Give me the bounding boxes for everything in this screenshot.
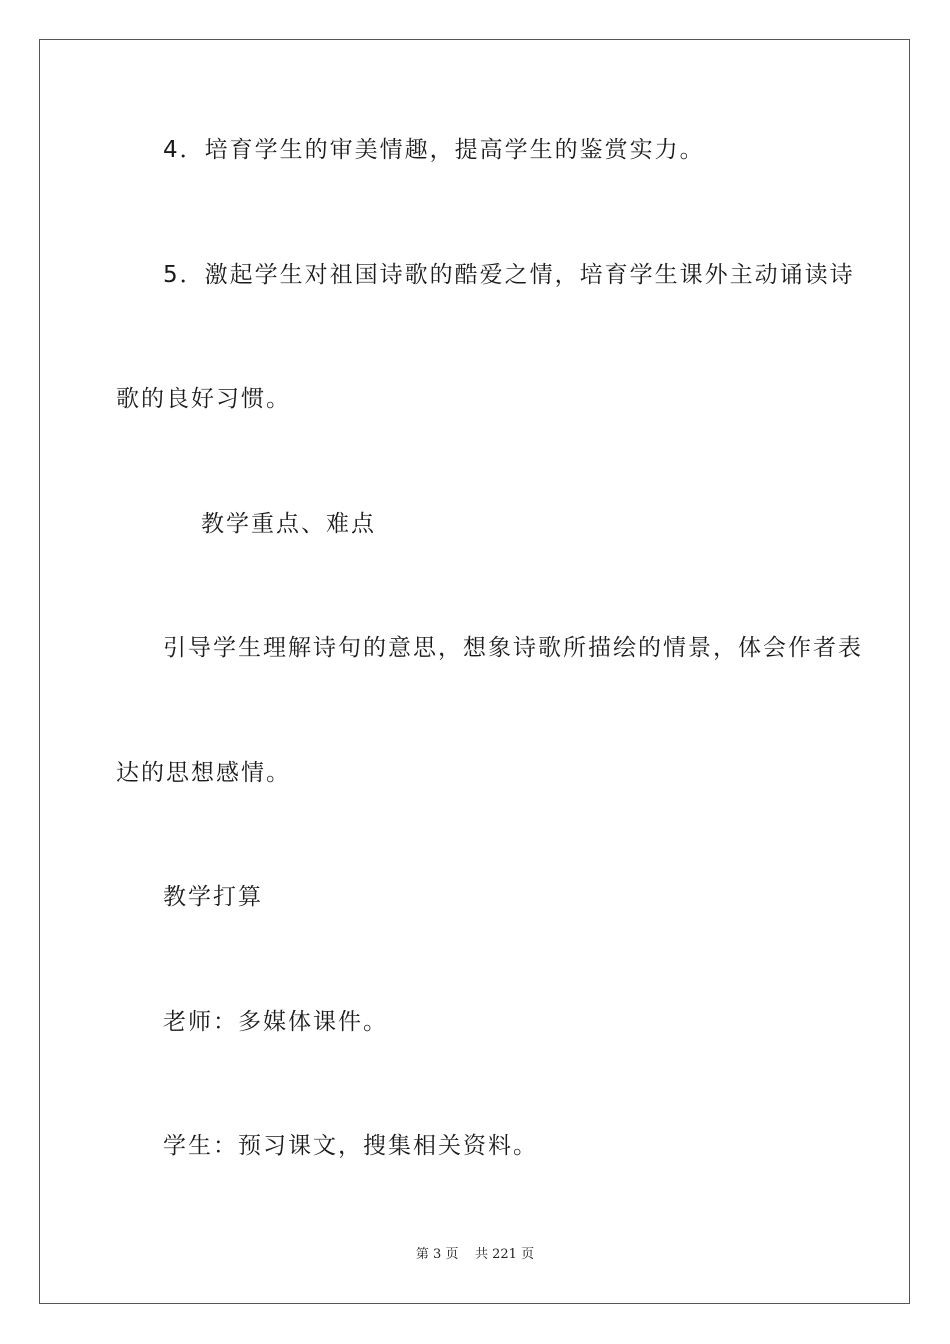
key-points-line-2: 达的思想感情。 xyxy=(116,760,291,786)
objective-4: 4．培育学生的审美情趣，提高学生的鉴赏实力。 xyxy=(163,137,705,163)
teacher-preparation: 老师：多媒体课件。 xyxy=(163,1009,388,1035)
section-heading-key-points: 教学重点、难点 xyxy=(201,511,376,537)
section-heading-preparation: 教学打算 xyxy=(163,884,263,910)
student-preparation: 学生：预习课文，搜集相关资料。 xyxy=(163,1133,538,1159)
page-total: 共 221 页 xyxy=(475,1247,535,1262)
page-number: 第 3 页 xyxy=(415,1247,459,1262)
page-footer xyxy=(0,1246,950,1264)
page-border xyxy=(39,39,910,1304)
objective-5-line-2: 歌的良好习惯。 xyxy=(116,386,291,412)
key-points-line-1: 引导学生理解诗句的意思，想象诗歌所描绘的情景，体会作者表 xyxy=(163,635,863,661)
objective-5-line-1: 5．激起学生对祖国诗歌的酷爱之情，培育学生课外主动诵读诗 xyxy=(163,262,855,288)
